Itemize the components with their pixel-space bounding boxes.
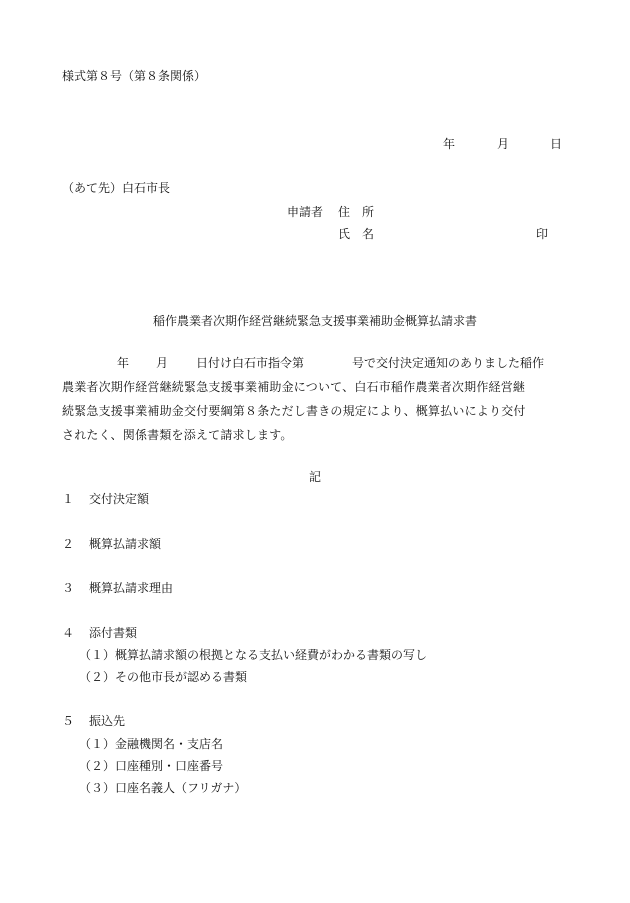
date-month-label: 月	[497, 137, 510, 151]
ki-heading: 記	[308, 470, 321, 484]
item-2-label: 概算払請求額	[89, 537, 162, 551]
item-5-sub-1-number: （１）	[79, 737, 116, 751]
item-5-sub-3-label: 口座名義人（フリガナ）	[115, 781, 247, 795]
body-line-4: されたく、関係書類を添えて請求します。	[62, 428, 293, 442]
applicant-label: 申請者	[287, 205, 324, 219]
date-day-label: 日	[550, 137, 563, 151]
body-line1-rest: 号で交付決定通知のありました稲作	[352, 356, 545, 370]
date-year-label: 年	[443, 137, 456, 151]
item-5-number: ５	[62, 714, 75, 728]
addressee: （あて先）白石市長	[62, 181, 171, 195]
body-line-2: 農業者次期作経営継続緊急支援事業補助金について、白石市稲作農業者次期作経営継	[62, 380, 526, 394]
body-line-3: 続緊急支援事業補助金交付要綱第８条ただし書きの規定により、概算払いにより交付	[62, 404, 526, 418]
item-4-sub-2-number: （２）	[79, 670, 116, 684]
item-1-label: 交付決定額	[89, 492, 150, 506]
item-2-number: ２	[62, 537, 75, 551]
item-5-sub-2-label: 口座種別・口座番号	[115, 759, 224, 773]
item-1-number: １	[62, 492, 75, 506]
item-4-label: 添付書類	[89, 626, 138, 640]
body-year-label: 年	[117, 356, 130, 370]
item-4-sub-2-label: その他市長が認める書類	[115, 670, 248, 684]
item-5-sub-3-number: （３）	[79, 781, 116, 795]
form-number: 様式第８号（第８条関係）	[62, 69, 207, 83]
item-5-sub-1-label: 金融機関名・支店名	[115, 737, 224, 751]
seal-label: 印	[536, 227, 549, 241]
item-4-sub-1-number: （１）	[79, 648, 116, 662]
item-4-number: ４	[62, 626, 75, 640]
document-title: 稲作農業者次期作経営継続緊急支援事業補助金概算払請求書	[152, 314, 477, 328]
item-4-sub-1-label: 概算払請求額の根拠となる支払い経費がわかる書類の写し	[115, 648, 428, 662]
body-dated-text: 日付け白石市指令第	[196, 356, 305, 370]
item-5-label: 振込先	[89, 714, 126, 728]
item-3-label: 概算払請求理由	[89, 581, 174, 595]
item-5-sub-2-number: （２）	[79, 759, 116, 773]
body-month-label: 月	[156, 356, 169, 370]
address-label: 住 所	[338, 205, 375, 219]
item-3-number: ３	[62, 581, 75, 595]
name-label: 氏 名	[338, 227, 375, 241]
